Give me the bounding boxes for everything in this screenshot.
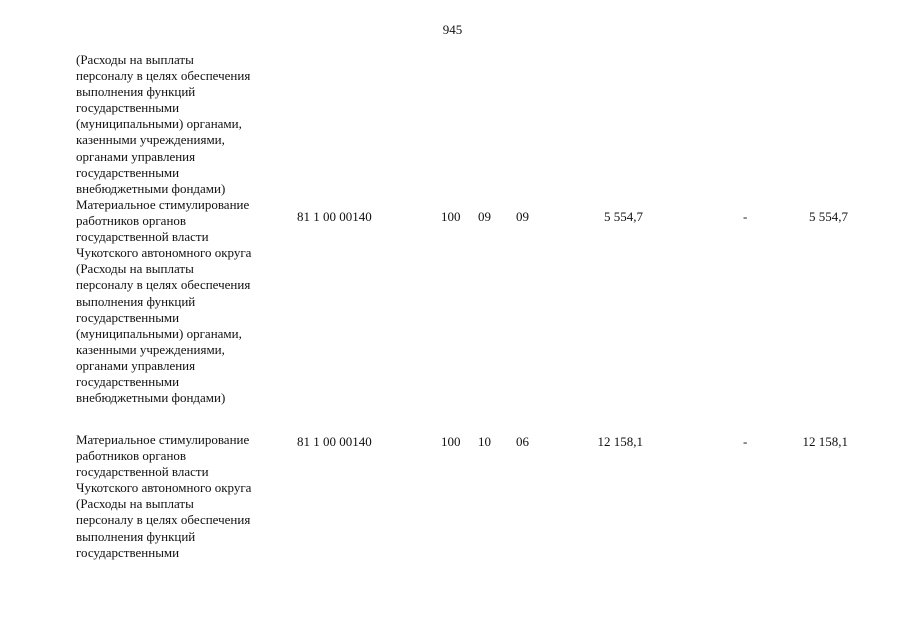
row-code: 81 1 00 00140 — [297, 434, 372, 449]
row-vr: 100 — [441, 209, 461, 224]
row-vr: 100 — [441, 434, 461, 449]
row-sum-2: - — [743, 434, 748, 449]
row-pr: 09 — [516, 209, 529, 224]
row-sum-1: 5 554,7 — [604, 209, 643, 224]
row-description: Материальное стимулирование работников органов государственной власти Чукотского автономного округа (Расходы на выплаты персоналу в целях обеспечения выполнения функций государственными — [76, 432, 252, 560]
row-rz: 10 — [478, 434, 491, 449]
row-sum-1: 12 158,1 — [597, 434, 643, 449]
page-number: 945 — [442, 22, 463, 37]
row-sum-3: 12 158,1 — [802, 434, 848, 449]
row-sum-2: - — [743, 209, 748, 224]
row-description: Материальное стимулирование работников органов государственной власти Чукотского автономного округа (Расходы на выплаты персоналу в целях обеспечения выполнения функций государственными (муниципальными) органами, казенными учреждениями, органами управления государственными внебюджетными фондами) — [76, 197, 252, 406]
row-sum-3: 5 554,7 — [809, 209, 848, 224]
row-pr: 06 — [516, 434, 529, 449]
row-description: (Расходы на выплаты персоналу в целях обеспечения выполнения функций государственными (муниципальными) органами, казенными учреждениями, органами управления государственными внебюджетными фондами) — [76, 52, 251, 196]
row-code: 81 1 00 00140 — [297, 209, 372, 224]
row-rz: 09 — [478, 209, 491, 224]
